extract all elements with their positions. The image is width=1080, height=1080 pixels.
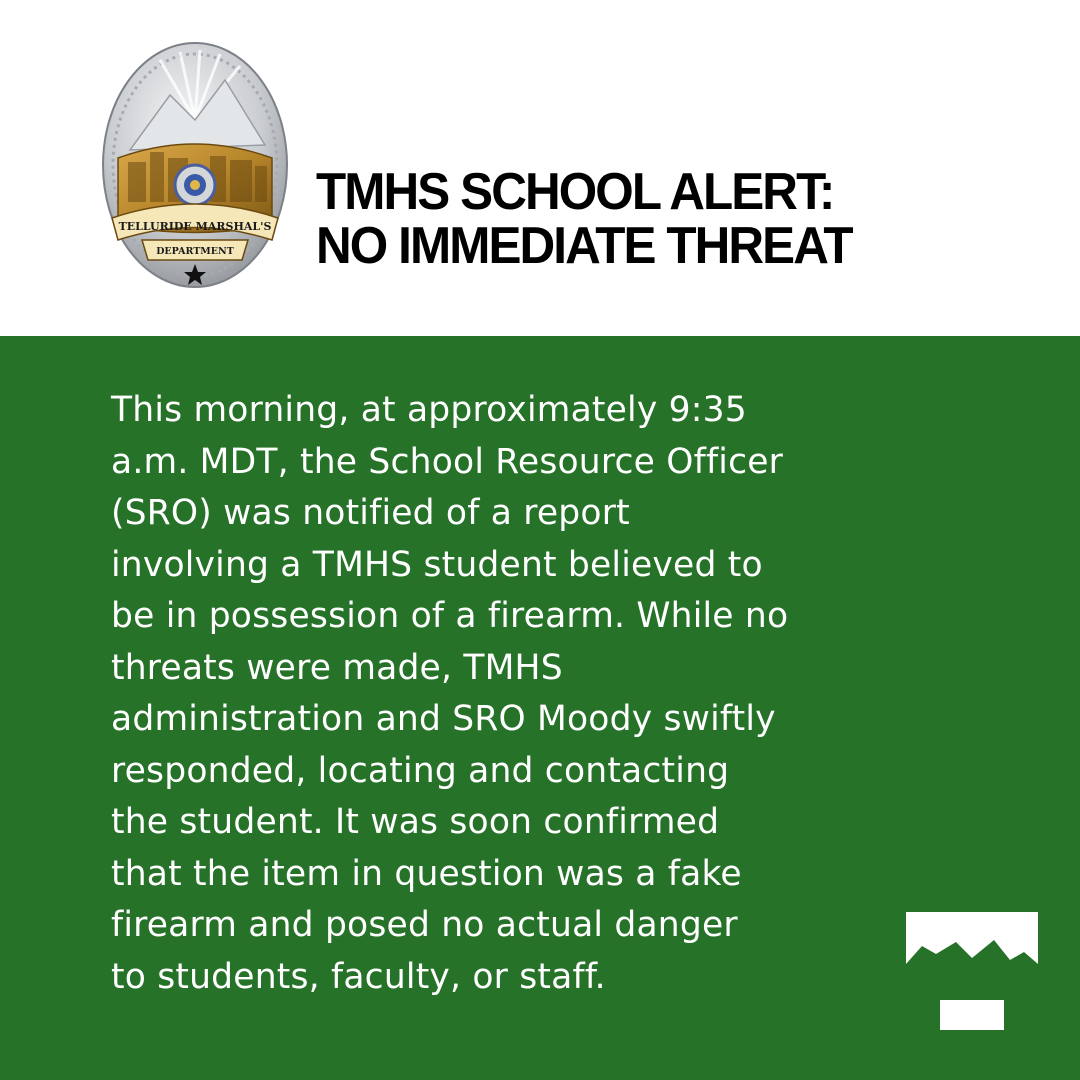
- alert-message-line: involving a TMHS student believed to: [111, 544, 763, 585]
- mountain-logo-icon: [906, 912, 1038, 1032]
- alert-message-line: This morning, at approximately 9:35: [111, 390, 747, 430]
- alert-message-line: administration and SRO Moody swiftly: [111, 699, 776, 739]
- alert-title-line-2: NO IMMEDIATE THREAT: [316, 217, 852, 275]
- alert-message-line: to students, faculty, or staff.: [111, 956, 606, 997]
- alert-message-line: the student. It was soon confirmed: [111, 802, 720, 842]
- alert-message-line: responded, locating and contacting: [111, 750, 730, 791]
- badge-department-text: DEPARTMENT: [156, 246, 234, 257]
- alert-message-line: threats were made, TMHS: [111, 647, 563, 688]
- badge-ribbon-text: TELLURIDE MARSHAL'S: [118, 220, 272, 233]
- alert-title: [316, 165, 1019, 273]
- alert-title-line-1: TMHS SCHOOL ALERT:: [316, 163, 834, 221]
- header: [0, 0, 1080, 336]
- alert-message-line: a.m. MDT, the School Resource Officer: [111, 441, 784, 482]
- alert-message: [111, 385, 911, 1003]
- alert-message-line: be in possession of a firearm. While no: [111, 596, 789, 636]
- alert-message-line: (SRO) was notified of a report: [111, 493, 630, 533]
- telluride-marshals-badge-logo: [100, 40, 290, 290]
- alert-message-line: firearm and posed no actual danger: [111, 905, 738, 945]
- alert-message-line: that the item in question was a fake: [111, 853, 742, 894]
